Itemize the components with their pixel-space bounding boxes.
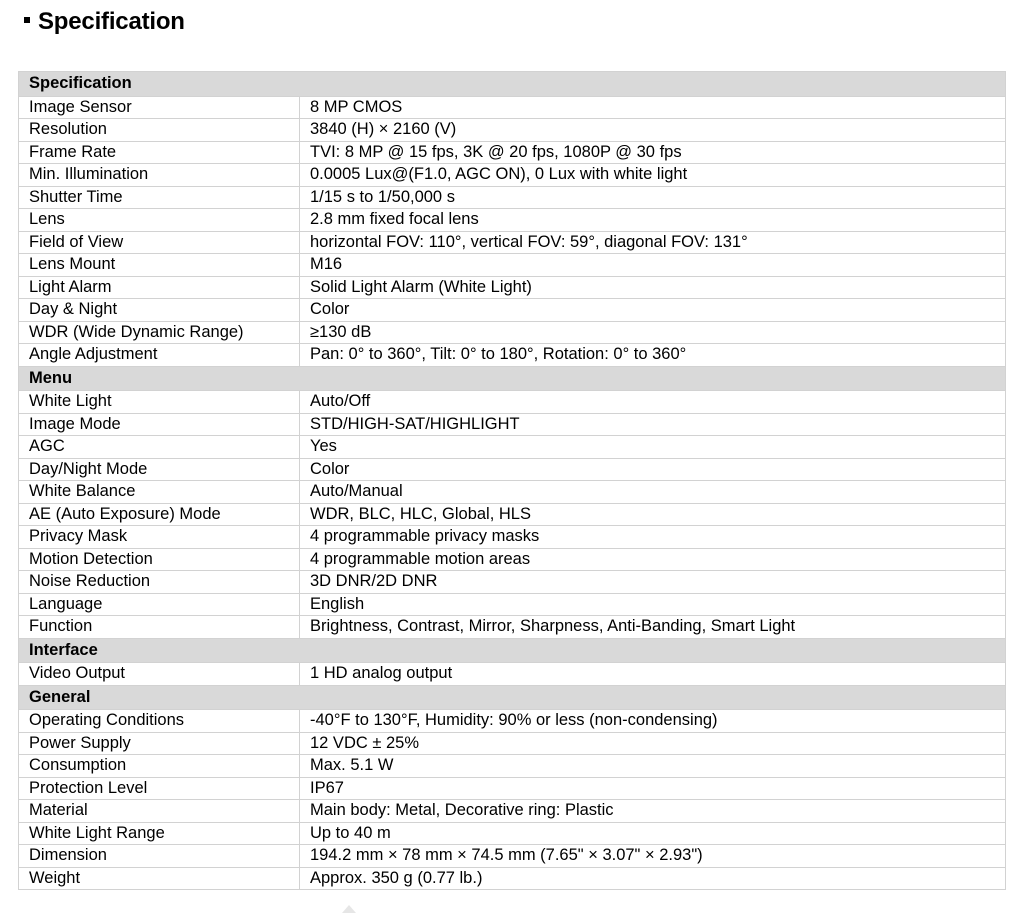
spec-label: Material	[19, 800, 300, 823]
section-header-row	[19, 72, 1006, 97]
spec-label: Lens	[19, 209, 300, 232]
spec-label: White Balance	[19, 481, 300, 504]
spec-value: 4 programmable privacy masks	[300, 526, 1006, 549]
spec-label: Operating Conditions	[19, 710, 300, 733]
spec-label: Video Output	[19, 663, 300, 686]
spec-value: Yes	[300, 436, 1006, 459]
table-row	[19, 548, 1006, 571]
table-row	[19, 732, 1006, 755]
spec-label: Dimension	[19, 845, 300, 868]
table-row	[19, 503, 1006, 526]
spec-label: Motion Detection	[19, 548, 300, 571]
section-title: Interface	[19, 638, 1006, 663]
table-row	[19, 867, 1006, 890]
spec-value: STD/HIGH-SAT/HIGHLIGHT	[300, 413, 1006, 436]
spec-value: Color	[300, 299, 1006, 322]
table-row	[19, 391, 1006, 414]
spec-label: Image Sensor	[19, 96, 300, 119]
table-row	[19, 164, 1006, 187]
table-row	[19, 321, 1006, 344]
bullet-icon	[24, 17, 30, 23]
table-row	[19, 710, 1006, 733]
spec-label: Day & Night	[19, 299, 300, 322]
spec-value: 2.8 mm fixed focal lens	[300, 209, 1006, 232]
spec-value: Up to 40 m	[300, 822, 1006, 845]
spec-label: Privacy Mask	[19, 526, 300, 549]
spec-label: Protection Level	[19, 777, 300, 800]
table-row	[19, 96, 1006, 119]
spec-value: 194.2 mm × 78 mm × 74.5 mm (7.65" × 3.07" × 2.93")	[300, 845, 1006, 868]
spec-value: Auto/Off	[300, 391, 1006, 414]
spec-label: Noise Reduction	[19, 571, 300, 594]
spec-value: 8 MP CMOS	[300, 96, 1006, 119]
spec-value: 12 VDC ± 25%	[300, 732, 1006, 755]
spec-value: M16	[300, 254, 1006, 277]
table-row	[19, 299, 1006, 322]
spec-label: Min. Illumination	[19, 164, 300, 187]
section-title: General	[19, 685, 1006, 710]
table-row	[19, 616, 1006, 639]
spec-value: Brightness, Contrast, Mirror, Sharpness, Anti-Banding, Smart Light	[300, 616, 1006, 639]
spec-label: AE (Auto Exposure) Mode	[19, 503, 300, 526]
table-row	[19, 800, 1006, 823]
spec-label: Frame Rate	[19, 141, 300, 164]
spec-table	[18, 71, 1006, 890]
spec-value: Solid Light Alarm (White Light)	[300, 276, 1006, 299]
table-row	[19, 571, 1006, 594]
table-row	[19, 344, 1006, 367]
spec-value: Approx. 350 g (0.77 lb.)	[300, 867, 1006, 890]
spec-label: White Light	[19, 391, 300, 414]
spec-label: Language	[19, 593, 300, 616]
spec-label: Shutter Time	[19, 186, 300, 209]
spec-label: Angle Adjustment	[19, 344, 300, 367]
table-row	[19, 526, 1006, 549]
spec-label: WDR (Wide Dynamic Range)	[19, 321, 300, 344]
page-title	[24, 6, 185, 38]
section-header-row	[19, 366, 1006, 391]
table-row	[19, 845, 1006, 868]
table-row	[19, 593, 1006, 616]
spec-label: Weight	[19, 867, 300, 890]
spec-label: AGC	[19, 436, 300, 459]
table-row	[19, 481, 1006, 504]
spec-label: Function	[19, 616, 300, 639]
table-row	[19, 436, 1006, 459]
spec-value: -40°F to 130°F, Humidity: 90% or less (non-condensing)	[300, 710, 1006, 733]
spec-label: Day/Night Mode	[19, 458, 300, 481]
spec-value: 1 HD analog output	[300, 663, 1006, 686]
table-row	[19, 141, 1006, 164]
spec-value: 3840 (H) × 2160 (V)	[300, 119, 1006, 142]
table-row	[19, 209, 1006, 232]
spec-value: WDR, BLC, HLC, Global, HLS	[300, 503, 1006, 526]
table-row	[19, 777, 1006, 800]
spec-label: Power Supply	[19, 732, 300, 755]
spec-value: Main body: Metal, Decorative ring: Plastic	[300, 800, 1006, 823]
spec-value: 4 programmable motion areas	[300, 548, 1006, 571]
spec-value: 0.0005 Lux@(F1.0, AGC ON), 0 Lux with white light	[300, 164, 1006, 187]
spec-label: Light Alarm	[19, 276, 300, 299]
page-edge-mark	[342, 905, 356, 913]
spec-value: 3D DNR/2D DNR	[300, 571, 1006, 594]
spec-value: TVI: 8 MP @ 15 fps, 3K @ 20 fps, 1080P @ 30 fps	[300, 141, 1006, 164]
table-row	[19, 755, 1006, 778]
page-title-text: Specification	[38, 8, 185, 35]
section-title: Menu	[19, 366, 1006, 391]
spec-value: Pan: 0° to 360°, Tilt: 0° to 180°, Rotation: 0° to 360°	[300, 344, 1006, 367]
table-row	[19, 186, 1006, 209]
table-row	[19, 458, 1006, 481]
spec-label: Resolution	[19, 119, 300, 142]
table-row	[19, 254, 1006, 277]
spec-label: Consumption	[19, 755, 300, 778]
spec-value: Max. 5.1 W	[300, 755, 1006, 778]
spec-label: Field of View	[19, 231, 300, 254]
spec-value: Auto/Manual	[300, 481, 1006, 504]
section-header-row	[19, 638, 1006, 663]
table-row	[19, 822, 1006, 845]
spec-label: Lens Mount	[19, 254, 300, 277]
table-row	[19, 413, 1006, 436]
table-row	[19, 276, 1006, 299]
table-row	[19, 231, 1006, 254]
spec-value: 1/15 s to 1/50,000 s	[300, 186, 1006, 209]
spec-value: ≥130 dB	[300, 321, 1006, 344]
spec-label: Image Mode	[19, 413, 300, 436]
table-row	[19, 119, 1006, 142]
spec-value: Color	[300, 458, 1006, 481]
table-row	[19, 663, 1006, 686]
spec-value: IP67	[300, 777, 1006, 800]
section-title: Specification	[19, 72, 1006, 97]
spec-value: English	[300, 593, 1006, 616]
section-header-row	[19, 685, 1006, 710]
spec-label: White Light Range	[19, 822, 300, 845]
spec-value: horizontal FOV: 110°, vertical FOV: 59°, diagonal FOV: 131°	[300, 231, 1006, 254]
